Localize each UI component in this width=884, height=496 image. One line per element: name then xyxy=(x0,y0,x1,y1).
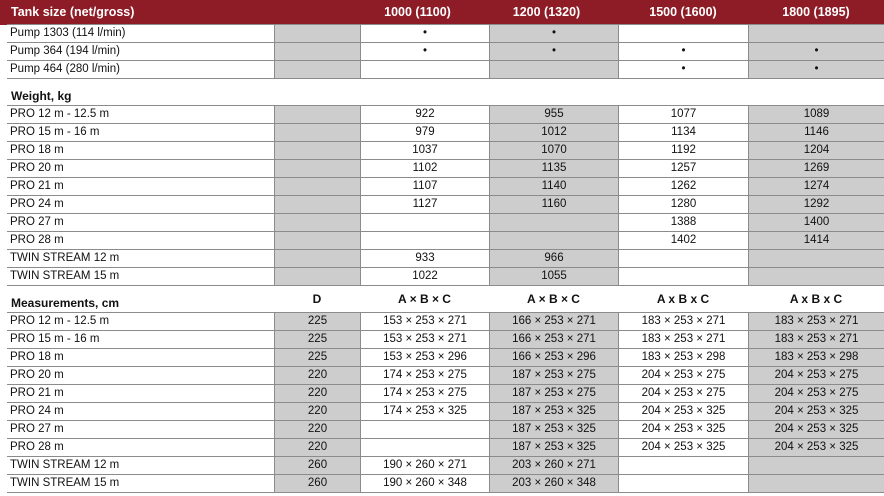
cell-1000 xyxy=(360,214,489,231)
cell-1800: 183 × 253 × 271 xyxy=(748,331,884,348)
table-row xyxy=(7,367,884,385)
cell-d: 225 xyxy=(274,313,360,330)
cell-1000: 979 xyxy=(360,124,489,141)
row-label: PRO 20 m xyxy=(10,162,64,174)
cell-1800: 1146 xyxy=(748,124,884,141)
cell-d: 260 xyxy=(274,475,360,492)
cell-d xyxy=(274,268,360,285)
col-header-abc-1: A × B × C xyxy=(398,292,451,306)
cell-1000: 1037 xyxy=(360,142,489,159)
cell-1200 xyxy=(489,232,618,249)
cell-1500: 1262 xyxy=(618,178,748,195)
row-label: PRO 24 m xyxy=(10,198,64,210)
cell-d xyxy=(274,214,360,231)
cell-1800 xyxy=(748,268,884,285)
table-row xyxy=(7,142,884,160)
table-row xyxy=(7,312,884,331)
cell-d: 220 xyxy=(274,367,360,384)
cell-1500 xyxy=(618,25,748,42)
table-row xyxy=(7,421,884,439)
row-label: TWIN STREAM 15 m xyxy=(10,270,120,282)
cell-1200: 187 × 253 × 275 xyxy=(489,367,618,384)
cell-1500: 1388 xyxy=(618,214,748,231)
cell-1000: 153 × 253 × 271 xyxy=(360,331,489,348)
table-row xyxy=(7,475,884,493)
table-row xyxy=(7,349,884,367)
cell-1200: 1135 xyxy=(489,160,618,177)
cell-1200: 166 × 253 × 296 xyxy=(489,349,618,366)
cell-1000: 1127 xyxy=(360,196,489,213)
cell-1800: 204 × 253 × 275 xyxy=(748,385,884,402)
col-header-1200: 1200 (1320) xyxy=(512,5,581,19)
col-header-1000: 1000 (1100) xyxy=(384,5,451,19)
cell-1200: 166 × 253 × 271 xyxy=(489,331,618,348)
table-row xyxy=(7,43,884,61)
cell-1500: 1257 xyxy=(618,160,748,177)
cell-1000 xyxy=(360,232,489,249)
cell-1500 xyxy=(618,475,748,492)
cell-1200: 955 xyxy=(489,106,618,123)
cell-1800: 1400 xyxy=(748,214,884,231)
cell-1200: 1160 xyxy=(489,196,618,213)
cell-d xyxy=(274,124,360,141)
cell-1000: 933 xyxy=(360,250,489,267)
cell-1000: • xyxy=(360,43,489,60)
cell-1500: 204 × 253 × 325 xyxy=(618,403,748,420)
cell-1200: • xyxy=(489,25,618,42)
cell-1200: 187 × 253 × 275 xyxy=(489,385,618,402)
table-row xyxy=(7,232,884,250)
cell-d xyxy=(274,196,360,213)
cell-1500: 204 × 253 × 275 xyxy=(618,367,748,384)
cell-1200: 203 × 260 × 271 xyxy=(489,457,618,474)
cell-d xyxy=(274,106,360,123)
cell-1000: 922 xyxy=(360,106,489,123)
col-header-1500: 1500 (1600) xyxy=(649,5,717,19)
table-header-bar xyxy=(0,0,884,25)
row-label: PRO 12 m - 12.5 m xyxy=(10,315,110,327)
cell-1800: 204 × 253 × 325 xyxy=(748,439,884,456)
cell-1500: 1134 xyxy=(618,124,748,141)
cell-1800: 1414 xyxy=(748,232,884,249)
table-row xyxy=(7,24,884,43)
col-header-d: D xyxy=(312,292,322,306)
table-row xyxy=(7,105,884,124)
cell-d xyxy=(274,142,360,159)
cell-1000 xyxy=(360,61,489,78)
cell-d: 225 xyxy=(274,331,360,348)
col-header-abc-3: A x B x C xyxy=(656,292,710,306)
cell-1800 xyxy=(748,475,884,492)
cell-d xyxy=(274,43,360,60)
cell-1500: 183 × 253 × 271 xyxy=(618,331,748,348)
row-label: PRO 21 m xyxy=(10,387,64,399)
row-label: PRO 27 m xyxy=(10,216,64,228)
table-row xyxy=(7,457,884,475)
cell-1200: 1012 xyxy=(489,124,618,141)
cell-1800: 1204 xyxy=(748,142,884,159)
cell-1200: • xyxy=(489,43,618,60)
cell-1200: 187 × 253 × 325 xyxy=(489,439,618,456)
cell-1000: 190 × 260 × 271 xyxy=(360,457,489,474)
cell-1800: 204 × 253 × 325 xyxy=(748,403,884,420)
row-label: PRO 18 m xyxy=(10,144,64,156)
cell-1200: 187 × 253 × 325 xyxy=(489,403,618,420)
cell-1500: 183 × 253 × 298 xyxy=(618,349,748,366)
cell-1500: 204 × 253 × 325 xyxy=(618,421,748,438)
cell-1500: 1280 xyxy=(618,196,748,213)
cell-1500: 204 × 253 × 325 xyxy=(618,439,748,456)
cell-1800: • xyxy=(748,43,884,60)
cell-1000: 190 × 260 × 348 xyxy=(360,475,489,492)
cell-1200 xyxy=(489,61,618,78)
cell-d xyxy=(274,25,360,42)
cell-1200: 1070 xyxy=(489,142,618,159)
cell-1000: 174 × 253 × 325 xyxy=(360,403,489,420)
table-row xyxy=(7,250,884,268)
table-row xyxy=(7,385,884,403)
row-label: PRO 21 m xyxy=(10,180,64,192)
cell-1800: 1292 xyxy=(748,196,884,213)
cell-d xyxy=(274,178,360,195)
row-label: PRO 27 m xyxy=(10,423,64,435)
cell-1500 xyxy=(618,268,748,285)
cell-1500: • xyxy=(618,61,748,78)
cell-d xyxy=(274,160,360,177)
cell-1800: 183 × 253 × 298 xyxy=(748,349,884,366)
cell-1500: 1077 xyxy=(618,106,748,123)
cell-1500: 1402 xyxy=(618,232,748,249)
cell-1200: 166 × 253 × 271 xyxy=(489,313,618,330)
col-header-abc-2: A × B × C xyxy=(527,292,580,306)
cell-1800: 1269 xyxy=(748,160,884,177)
cell-1200: 187 × 253 × 325 xyxy=(489,421,618,438)
cell-1200 xyxy=(489,214,618,231)
weight-section-title: Weight, kg xyxy=(11,89,72,103)
cell-1800: 183 × 253 × 271 xyxy=(748,313,884,330)
table-row xyxy=(7,331,884,349)
cell-1000 xyxy=(360,421,489,438)
cell-d: 220 xyxy=(274,439,360,456)
row-label: PRO 20 m xyxy=(10,369,64,381)
table-row xyxy=(7,403,884,421)
cell-1000: 174 × 253 × 275 xyxy=(360,385,489,402)
row-label: PRO 28 m xyxy=(10,441,64,453)
cell-1200: 1055 xyxy=(489,268,618,285)
cell-1800 xyxy=(748,457,884,474)
row-label: PRO 15 m - 16 m xyxy=(10,126,100,138)
table-row xyxy=(7,160,884,178)
col-header-abc-4: A x B x C xyxy=(789,292,843,306)
cell-1200: 203 × 260 × 348 xyxy=(489,475,618,492)
row-label: PRO 15 m - 16 m xyxy=(10,333,100,345)
cell-1200: 1140 xyxy=(489,178,618,195)
cell-1000: 1102 xyxy=(360,160,489,177)
measurements-section-title: Measurements, cm xyxy=(11,296,120,310)
table-row xyxy=(7,268,884,286)
cell-1000: 153 × 253 × 296 xyxy=(360,349,489,366)
table-row xyxy=(7,196,884,214)
row-label: Pump 364 (194 l/min) xyxy=(10,45,120,57)
cell-1500: 1192 xyxy=(618,142,748,159)
cell-d xyxy=(274,232,360,249)
cell-d: 220 xyxy=(274,385,360,402)
cell-1500: • xyxy=(618,43,748,60)
row-label: PRO 28 m xyxy=(10,234,64,246)
table-row xyxy=(7,214,884,232)
cell-1000: 1107 xyxy=(360,178,489,195)
cell-1000: 153 × 253 × 271 xyxy=(360,313,489,330)
cell-1800: 1274 xyxy=(748,178,884,195)
cell-1500: 183 × 253 × 271 xyxy=(618,313,748,330)
cell-1800: • xyxy=(748,61,884,78)
col-header-1800: 1800 (1895) xyxy=(782,5,850,19)
cell-1000: 1022 xyxy=(360,268,489,285)
row-label: TWIN STREAM 15 m xyxy=(10,477,120,489)
row-label: PRO 18 m xyxy=(10,351,64,363)
cell-1800 xyxy=(748,25,884,42)
cell-1000: • xyxy=(360,25,489,42)
row-label: TWIN STREAM 12 m xyxy=(10,459,120,471)
cell-d: 260 xyxy=(274,457,360,474)
table-row xyxy=(7,124,884,142)
cell-d xyxy=(274,61,360,78)
row-label: Pump 464 (280 l/min) xyxy=(10,63,120,75)
tank-size-title: Tank size (net/gross) xyxy=(11,5,135,19)
cell-d xyxy=(274,250,360,267)
cell-d: 220 xyxy=(274,403,360,420)
table-row xyxy=(7,178,884,196)
cell-d: 220 xyxy=(274,421,360,438)
row-label: TWIN STREAM 12 m xyxy=(10,252,120,264)
row-label: PRO 12 m - 12.5 m xyxy=(10,108,110,120)
cell-1500 xyxy=(618,457,748,474)
cell-1200: 966 xyxy=(489,250,618,267)
cell-1000 xyxy=(360,439,489,456)
cell-1800: 204 × 253 × 325 xyxy=(748,421,884,438)
cell-1800: 1089 xyxy=(748,106,884,123)
cell-1500: 204 × 253 × 275 xyxy=(618,385,748,402)
table-row xyxy=(7,61,884,79)
cell-1800 xyxy=(748,250,884,267)
row-label: Pump 1303 (114 l/min) xyxy=(10,27,126,39)
row-label: PRO 24 m xyxy=(10,405,64,417)
cell-d: 225 xyxy=(274,349,360,366)
cell-1000: 174 × 253 × 275 xyxy=(360,367,489,384)
cell-1800: 204 × 253 × 275 xyxy=(748,367,884,384)
cell-1500 xyxy=(618,250,748,267)
table-row xyxy=(7,439,884,457)
